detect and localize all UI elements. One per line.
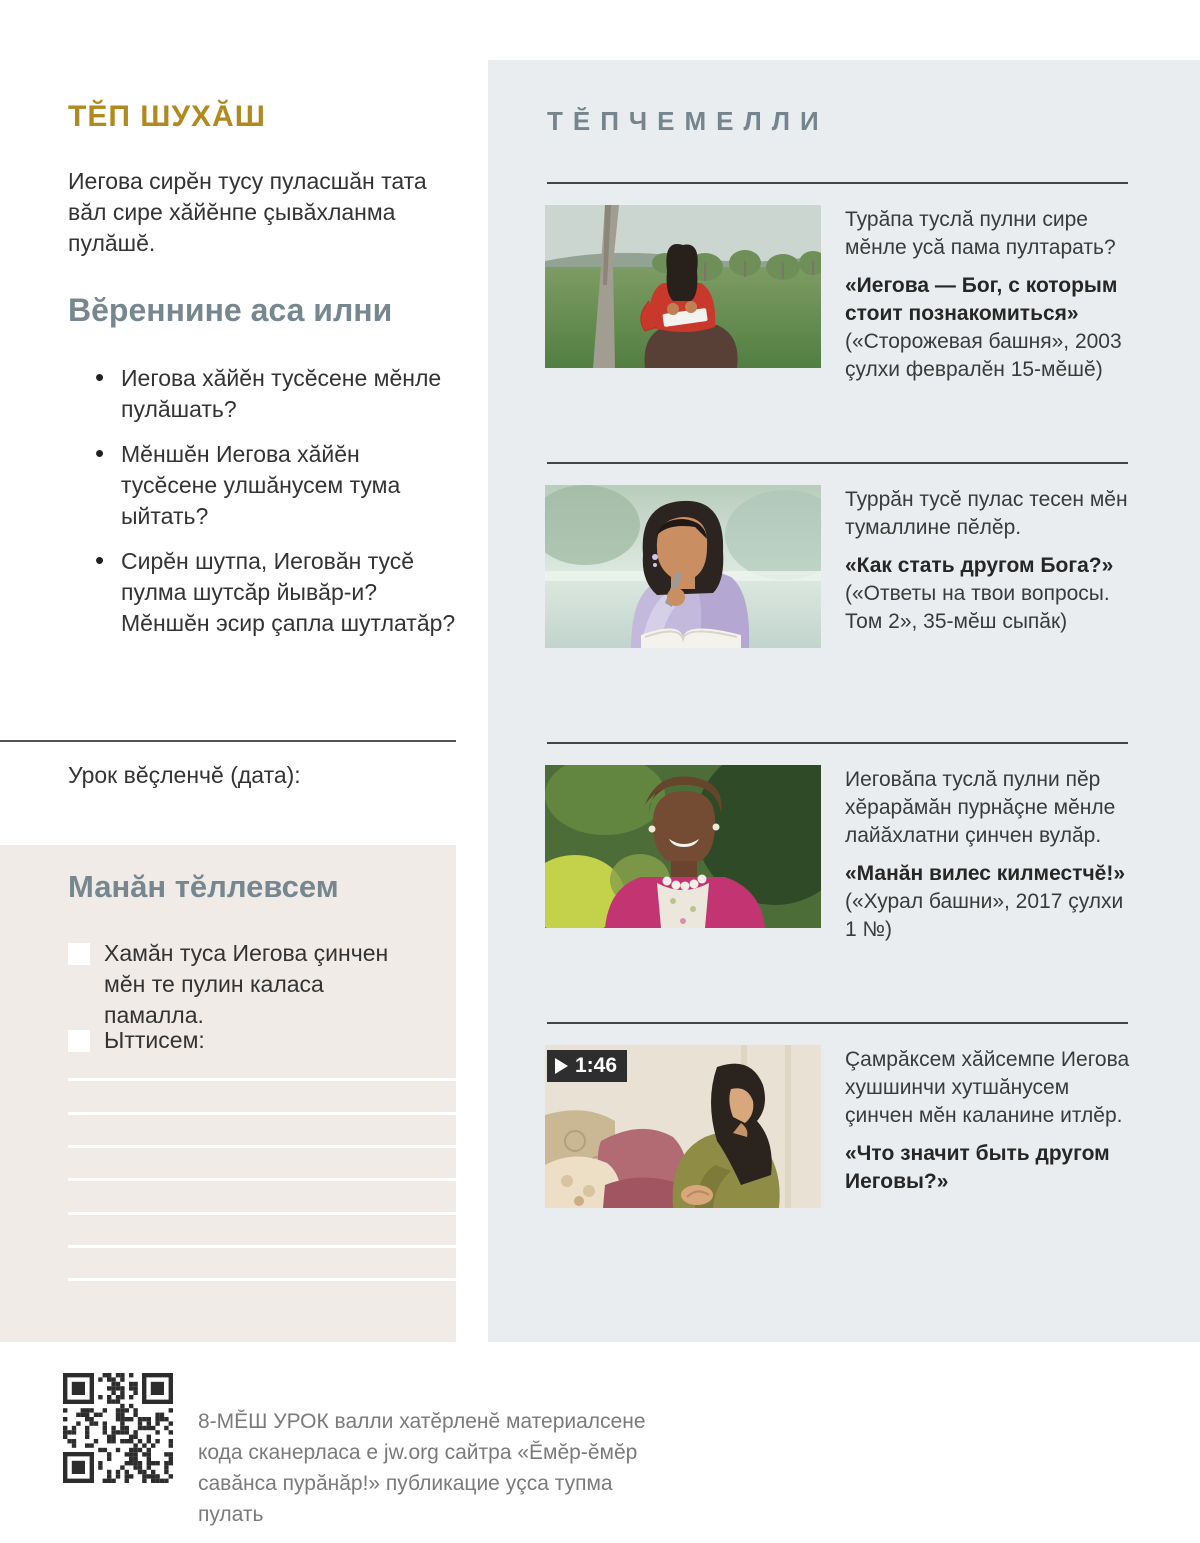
goals-box: [0, 845, 456, 1342]
goal-checkbox[interactable]: [68, 943, 90, 965]
publication-title: «Что значит быть другом Иеговы?»: [845, 1142, 1110, 1193]
left-column-divider: [0, 740, 456, 742]
goals-heading: Манăн тĕллевсем: [68, 869, 339, 904]
publication-source: («Ответы на твои вопросы. Том 2», 35-мĕш сыпăк): [845, 582, 1110, 633]
goal-writing-line[interactable]: [68, 1245, 456, 1248]
orchard-photo: [545, 205, 821, 368]
review-question: • Мĕншĕн Иегова хăйĕн тусĕсене улшăнусем тума ыйтать?: [95, 439, 460, 532]
review-question: • Сирĕн шутпа, Иеговăн тусĕ пулма шутсăр йывăр-и? Мĕншĕн эсир çапла шутлатăр?: [95, 546, 460, 639]
explore-panel: [488, 60, 1200, 1342]
publication-title: «Иегова — Бог, с которым стоит познакомиться»: [845, 274, 1118, 325]
section-description: Çамрăксем хăйсемпе Иегова хушшинчи хутшăнусем çинчен мĕн каланине итлĕр.: [845, 1048, 1130, 1127]
goal-writing-line[interactable]: [68, 1178, 456, 1181]
portrait-photo-art: [545, 765, 821, 928]
section-description: Туррăн тусĕ пулас тесен мĕн тумаллине пĕлĕр.: [845, 488, 1128, 539]
section-description: Турăпа туслă пулни сире мĕнле усă пама пултарать?: [845, 208, 1116, 259]
section-divider: [547, 1022, 1128, 1024]
review-heading: Вĕреннине аса илни: [68, 292, 393, 328]
video-duration: 1:46: [575, 1054, 618, 1077]
section-divider: [547, 742, 1128, 744]
play-icon: [555, 1058, 568, 1074]
study-photo-art: [545, 485, 821, 648]
orchard-photo-art: [545, 205, 821, 368]
goal-writing-line[interactable]: [68, 1112, 456, 1115]
goal-writing-line[interactable]: [68, 1212, 456, 1215]
goal-checkbox[interactable]: [68, 1030, 90, 1052]
review-question-list: [95, 363, 460, 653]
section-description: Иеговăпа туслă пулни пĕр хĕрарăмăн пурнăçне мĕнле лайăхлатни çинчен вулăр.: [845, 768, 1116, 847]
publication-source: («Сторожевая башня», 2003 çулхи февралĕн 15-мĕшĕ): [845, 330, 1122, 381]
explore-heading: ТĔПЧЕМЕЛЛИ: [547, 106, 829, 136]
video-thumbnail[interactable]: [545, 1045, 821, 1208]
goal-writing-line[interactable]: [68, 1145, 456, 1148]
goal-writing-line[interactable]: [68, 1278, 456, 1281]
goal-label: Хамăн туса Иегова çинчен мĕн те пулин каласа памалла.: [104, 940, 389, 1028]
main-idea-heading: ТĔП ШУХĂШ: [68, 100, 266, 133]
section-divider: [547, 182, 1128, 184]
section-1-text: [845, 206, 1135, 394]
study-photo: [545, 485, 821, 648]
section-2-text: [845, 486, 1135, 646]
goal-item: [68, 938, 428, 1031]
section-4-text: [845, 1046, 1135, 1196]
publication-source: («Хурал башни», 2017 çулхи 1 №): [845, 890, 1124, 941]
publication-title: «Как стать другом Бога?»: [845, 554, 1114, 577]
main-idea-text: Иегова сирĕн тусу пуласшăн тата вăл сире хăйĕнпе çывăхланма пулăшĕ.: [68, 168, 427, 256]
footer-scan-instructions: 8-МĔШ УРОК валли хатĕрленĕ материалсене кода сканерласа е jw.org сайтра «Ĕмĕр-ĕмĕр савăнса пурăнăр!» публикацие уçса тупма пулать: [198, 1410, 646, 1526]
section-divider: [547, 462, 1128, 464]
goal-writing-line[interactable]: [68, 1078, 456, 1081]
goal-label: Ыттисем:: [104, 1027, 205, 1053]
lesson-completed-label: Урок вĕçленчĕ (дата):: [68, 762, 301, 788]
video-duration-badge[interactable]: [547, 1050, 627, 1082]
section-3-text: [845, 766, 1135, 954]
review-question: • Иегова хăйĕн тусĕсене мĕнле пулăшать?: [95, 363, 460, 425]
qr-code: [63, 1372, 173, 1484]
goal-item: [68, 1025, 428, 1056]
portrait-photo: [545, 765, 821, 928]
publication-title: «Манăн вилес килместчĕ!»: [845, 862, 1125, 885]
